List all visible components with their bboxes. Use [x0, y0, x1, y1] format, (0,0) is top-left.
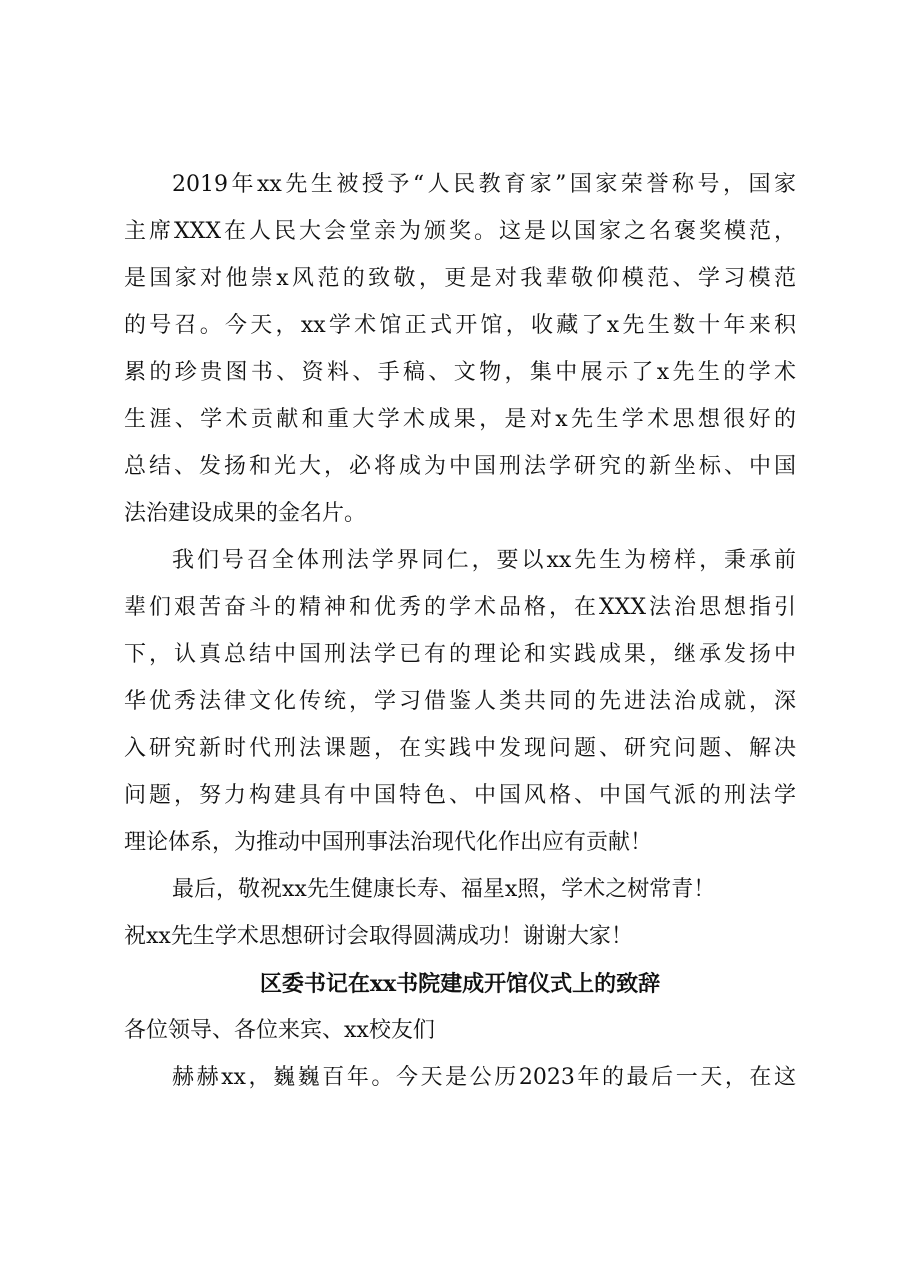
paragraph-2-line-2: 辈们艰苦奋斗的精神和优秀的学术品格，在XXX法治思想指引 — [124, 595, 796, 620]
paragraph-1-line-1: 2019年xx先生被授予“人民教育家”国家荣誉称号，国家 — [172, 172, 796, 197]
paragraph-1-line-7: 总结、发扬和光大，必将成为中国刑法学研究的新坐标、中国 — [124, 454, 796, 479]
paragraph-2-line-5: 入研究新时代刑法课题，在实践中发现问题、研究问题、解决 — [124, 736, 796, 761]
paragraph-2-line-4: 华优秀法律文化传统，学习借鉴人类共同的先进法治成就，深 — [124, 689, 796, 714]
paragraph-1-line-8: 法治建设成果的金名片。 — [124, 501, 367, 526]
paragraph-1-line-4: 的号召。今天，xx学术馆正式开馆，收藏了x先生数十年来积 — [124, 313, 796, 338]
paragraph-1-line-3: 是国家对他崇x风范的致敬，更是对我辈敬仰模范、学习模范 — [124, 266, 796, 291]
paragraph-2-line-3: 下，认真总结中国刑法学已有的理论和实践成果，继承发扬中 — [124, 642, 796, 667]
paragraph-1-line-2: 主席XXX在人民大会堂亲为颁奖。这是以国家之名褒奖模范， — [124, 219, 796, 244]
opening-line: 赫赫xx，巍巍百年。今天是公历2023年的最后一天，在这 — [172, 1065, 796, 1090]
paragraph-2-line-7: 理论体系，为推动中国刑事法治现代化作出应有贡献！ — [124, 830, 653, 855]
paragraph-2-line-1: 我们号召全体刑法学界同仁，要以xx先生为榜样，秉承前 — [172, 548, 796, 573]
section-title: 区委书记在xx书院建成开馆仪式上的致辞 — [259, 971, 661, 997]
salutation: 各位领导、各位来宾、xx校友们 — [124, 1018, 435, 1043]
paragraph-3-line-2: 祝xx先生学术思想研讨会取得圆满成功！谢谢大家！ — [124, 924, 633, 949]
paragraph-3-line-1: 最后，敬祝xx先生健康长寿、福星x照，学术之树常青！ — [172, 877, 716, 902]
paragraph-1-line-6: 生涯、学术贡献和重大学术成果，是对x先生学术思想很好的 — [124, 407, 796, 432]
paragraph-2-line-6: 问题，努力构建具有中国特色、中国风格、中国气派的刑法学 — [124, 783, 796, 808]
paragraph-1-line-5: 累的珍贵图书、资料、手稿、文物，集中展示了x先生的学术 — [124, 360, 796, 385]
